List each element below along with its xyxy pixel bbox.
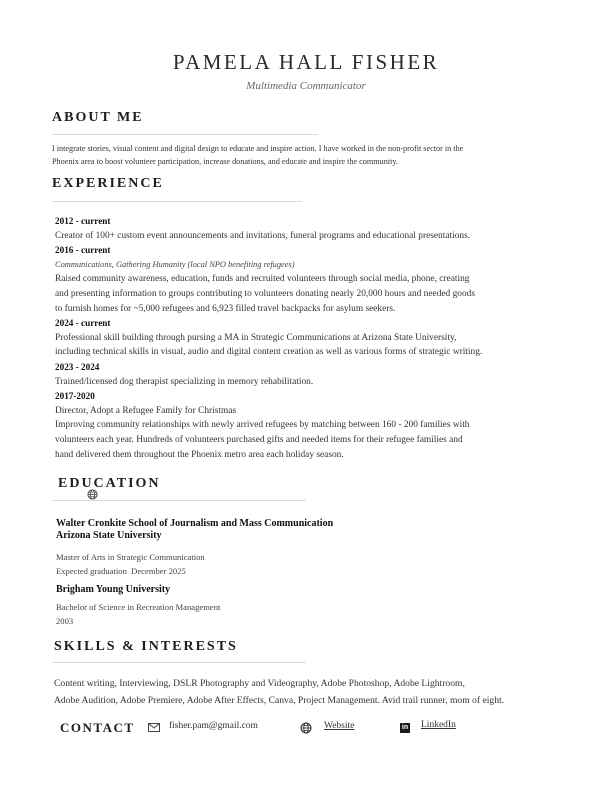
education-rule — [52, 500, 306, 501]
experience-line: volunteers each year. Hundreds of volunteers purchased gifts and needed items for their refugee families and — [55, 434, 463, 445]
experience-line: including technical skills in visual, audio and digital content creation as well as various forms of strategic writing. — [55, 347, 483, 358]
skills-heading: SKILLS & INTERESTS — [54, 639, 238, 654]
education-university: Arizona State University — [56, 530, 162, 541]
experience-line: and presenting information to groups contributing to volunteers donating nearly 20,000 hours and needed goods — [55, 288, 475, 299]
experience-period: 2024 - current — [55, 318, 111, 329]
experience-entry — [55, 316, 575, 360]
education-degree: Master of Arts in Strategic Communication — [56, 552, 205, 562]
linkedin-icon: in — [401, 724, 409, 731]
experience-line: Creator of 100+ custom event announcements and invitations, funeral programs and educational presentations. — [55, 230, 471, 241]
experience-line: Director, Adopt a Refugee Family for Christmas — [55, 405, 237, 416]
experience-entry — [55, 243, 575, 316]
about-text — [52, 142, 572, 168]
experience-line: Trained/licensed dog therapist specializing in memory rehabilitation. — [55, 376, 314, 387]
experience-period: 2017-2020 — [55, 391, 95, 402]
experience-entry — [55, 389, 575, 462]
globe-icon — [87, 489, 98, 500]
experience-line: Improving community relationships with newly arrived refugees by matching between 160 - 200 families with — [55, 420, 470, 431]
experience-line: hand delivered them throughout the Phoenix metro area each holiday season. — [55, 449, 344, 460]
website-link[interactable]: Website — [324, 721, 355, 731]
experience-line: Raised community awareness, education, funds and recruited volunteers through social media, phone, creating — [55, 274, 470, 285]
contact-heading: CONTACT — [60, 720, 135, 735]
about-line: I integrate stories, visual content and digital design to educate and inspire action. I have worked in the non-profit sector in the — [52, 144, 464, 153]
experience-rule — [52, 201, 302, 202]
about-rule — [52, 134, 318, 135]
education-school: Brigham Young University — [56, 584, 171, 595]
experience-period: 2012 - current — [55, 216, 111, 226]
skills-text — [54, 675, 584, 709]
skills-line: Adobe Audition, Adobe Premiere, Adobe After Effects, Canva, Project Management. Avid trail runner, mom of eight. — [54, 695, 505, 706]
about-line: Phoenix area to boost volunteer participation, increase donations, and educate and inspire the community. — [52, 157, 398, 166]
linkedin-link[interactable]: LinkedIn — [421, 720, 456, 730]
education-heading: EDUCATION — [58, 476, 161, 491]
skills-rule — [52, 662, 306, 663]
contact-email[interactable]: fisher.pam@gmail.com — [169, 721, 258, 731]
experience-period: 2016 - current — [55, 245, 111, 256]
education-degree: Bachelor of Science in Recreation Management — [56, 602, 221, 612]
experience-line: Professional skill building through pursing a MA in Strategic Communications at Arizona State University, — [55, 332, 457, 343]
experience-line: to furnish homes for ~5,000 refugees and 6,923 filled travel backpacks for asylum seekers. — [55, 303, 396, 314]
education-date: Expected graduation December 2025 — [56, 566, 186, 576]
experience-list — [55, 214, 575, 462]
experience-period: 2023 - 2024 — [55, 361, 100, 372]
education-date: 2003 — [56, 616, 74, 626]
education-school: Walter Cronkite School of Journalism and Mass Communication — [56, 518, 334, 529]
resume-title: Multimedia Communicator — [246, 80, 366, 92]
mail-icon — [148, 723, 160, 732]
experience-role: Communications, Gathering Humanity (local NPO benefiting refugees) — [55, 259, 295, 269]
education-entry — [56, 584, 556, 628]
experience-heading: EXPERIENCE — [52, 176, 164, 191]
about-heading: ABOUT ME — [52, 110, 144, 125]
resume-name: PAMELA HALL FISHER — [172, 50, 440, 74]
experience-entry — [55, 360, 575, 389]
experience-entry — [55, 214, 575, 243]
education-entry — [56, 518, 556, 578]
globe-icon — [300, 722, 312, 734]
skills-line: Content writing, Interviewing, DSLR Photography and Videography, Adobe Photoshop, Adobe Lightroom, — [54, 678, 465, 689]
